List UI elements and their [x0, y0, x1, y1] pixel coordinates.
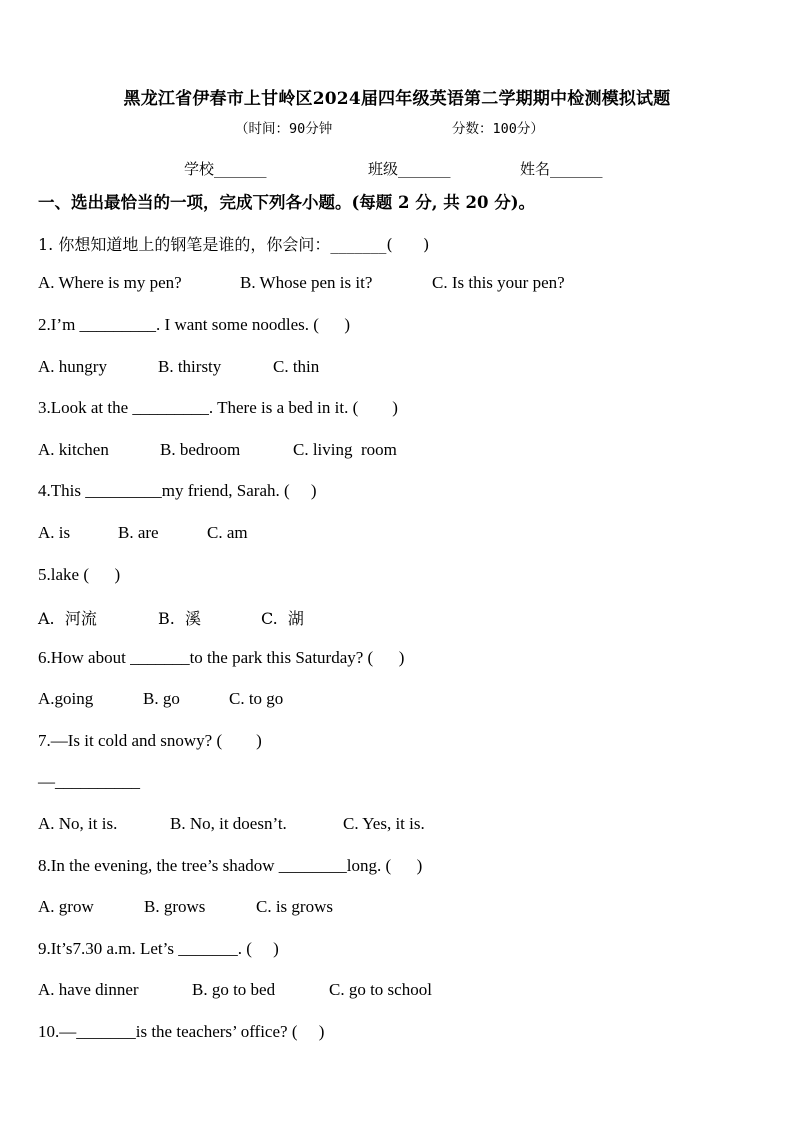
- class-field: 班级_______: [368, 160, 451, 178]
- question-7-option-b: B. No, it doesn’t.: [170, 814, 287, 833]
- exam-time: （时间：90分钟: [235, 121, 333, 137]
- question-1-option-c: C. Is this your pen?: [432, 273, 565, 292]
- question-4-option-a: A. is: [38, 523, 71, 542]
- question-8-option-b: B. grows: [144, 897, 206, 916]
- question-6-stem: 6.How about _______to the park this Saturday? ( ): [38, 648, 405, 667]
- name-field: 姓名_______: [520, 160, 603, 178]
- question-10-stem: 10.—_______is the teachers’ office? ( ): [38, 1022, 325, 1041]
- question-3-option-c: C. living room: [293, 440, 397, 459]
- question-3-option-b: B. bedroom: [160, 440, 241, 459]
- exam-score: 分数：100分）: [452, 121, 544, 137]
- question-2-option-c: C. thin: [273, 357, 320, 376]
- question-9-stem: 9.It’s7.30 a.m. Let’s _______. ( ): [38, 939, 279, 958]
- question-4-option-b: B. are: [118, 523, 159, 542]
- question-3-stem: 3.Look at the _________. There is a bed in it. ( ): [38, 398, 398, 417]
- question-5-option-c: C. 湖: [261, 609, 304, 628]
- school-field: 学校_______: [184, 160, 267, 178]
- question-7-option-a: A. No, it is.: [38, 814, 118, 833]
- question-8-option-c: C. is grows: [256, 897, 333, 916]
- exam-title: 黑龙江省伊春市上甘岭区2024届四年级英语第二学期期中检测模拟试题: [123, 89, 671, 109]
- question-2-stem: 2.I’m _________. I want some noodles. ( ): [38, 315, 351, 334]
- question-7-stem: 7.—Is it cold and snowy? ( ): [38, 731, 262, 750]
- question-5-option-a: A. 河流: [38, 609, 97, 628]
- question-9-option-b: B. go to bed: [192, 980, 276, 999]
- question-7-option-c: C. Yes, it is.: [343, 814, 425, 833]
- question-4-stem: 4.This _________my friend, Sarah. ( ): [38, 481, 317, 500]
- question-1-stem: 1. 你想知道地上的钢笔是谁的，你会问：_______( ): [38, 235, 430, 254]
- question-1-option-b: B. Whose pen is it?: [240, 273, 373, 292]
- question-3-option-a: A. kitchen: [38, 440, 109, 459]
- section-heading: 一、选出最恰当的一项，完成下列各小题。(每题 2 分, 共 20 分)。: [38, 193, 536, 212]
- question-6-option-b: B. go: [143, 689, 180, 708]
- question-6-option-a: A.going: [38, 689, 94, 708]
- question-2-option-a: A. hungry: [38, 357, 107, 376]
- question-4-option-c: C. am: [207, 523, 248, 542]
- question-9-option-a: A. have dinner: [38, 980, 139, 999]
- question-5-option-b: B. 溪: [158, 609, 202, 628]
- question-9-option-c: C. go to school: [329, 980, 432, 999]
- question-8-option-a: A. grow: [38, 897, 94, 916]
- question-1-option-a: A. Where is my pen?: [38, 273, 182, 292]
- question-5-stem: 5.lake ( ): [38, 565, 121, 584]
- question-2-option-b: B. thirsty: [158, 357, 222, 376]
- question-6-option-c: C. to go: [229, 689, 284, 708]
- question-8-stem: 8.In the evening, the tree’s shadow ________long. ( ): [38, 856, 423, 875]
- question-7-answer-line: —__________: [38, 772, 140, 791]
